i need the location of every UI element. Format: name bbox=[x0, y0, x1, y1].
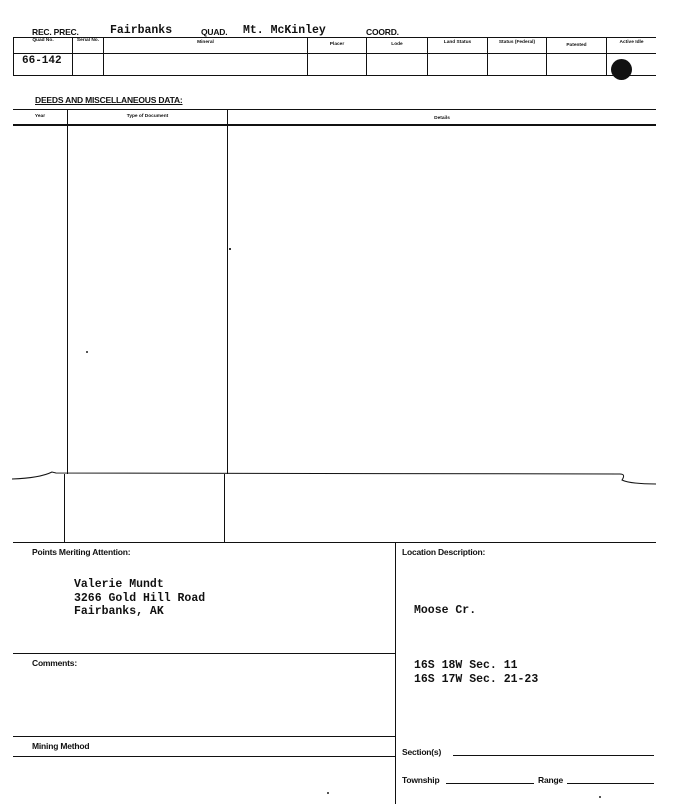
legal-line: 16S 18W Sec. 11 bbox=[414, 659, 518, 672]
township-field[interactable] bbox=[446, 783, 534, 784]
rec-prec-label: REC. PREC. bbox=[32, 27, 79, 37]
mining-method-field[interactable] bbox=[32, 760, 382, 800]
col-serial-no: Serial No. bbox=[76, 38, 100, 43]
col-lode: Lode bbox=[391, 42, 403, 47]
rec-prec-value[interactable]: Fairbanks bbox=[110, 24, 173, 37]
col-placer: Placer bbox=[329, 42, 345, 47]
attention-line: Fairbanks, AK bbox=[74, 605, 164, 618]
col-patented: Patented bbox=[566, 43, 587, 48]
col-mineral: Mineral bbox=[197, 40, 214, 45]
location-place[interactable]: Moose Cr. bbox=[414, 604, 477, 617]
location-description-label: Location Description: bbox=[402, 547, 486, 557]
range-label: Range bbox=[538, 775, 563, 785]
quad-value[interactable]: Mt. McKinley bbox=[243, 24, 326, 37]
points-meriting-attention-text[interactable] bbox=[74, 578, 205, 619]
col-status-federal: Status (Federal) bbox=[498, 40, 536, 45]
points-meriting-attention-label: Points Meriting Attention: bbox=[32, 547, 131, 557]
quad-no-value[interactable]: 66-142 bbox=[22, 55, 62, 67]
deeds-title: DEEDS AND MISCELLANEOUS DATA: bbox=[35, 95, 183, 105]
col-type-of-document: Type of Document bbox=[126, 114, 169, 119]
mining-method-label: Mining Method bbox=[32, 741, 90, 751]
fold-seam bbox=[0, 462, 678, 492]
sections-label: Section(s) bbox=[402, 747, 442, 757]
attention-line: Valerie Mundt bbox=[74, 578, 164, 591]
attention-line: 3266 Gold Hill Road bbox=[74, 591, 206, 605]
comments-label: Comments: bbox=[32, 658, 77, 668]
sections-field[interactable] bbox=[453, 755, 654, 756]
quad-label: QUAD. bbox=[201, 27, 228, 37]
location-legal[interactable] bbox=[414, 659, 538, 686]
col-year: Year bbox=[34, 114, 46, 119]
range-field[interactable] bbox=[567, 783, 654, 784]
col-land-status: Land Status bbox=[443, 40, 472, 45]
active-idle-marker[interactable] bbox=[611, 59, 632, 80]
coord-label: COORD. bbox=[366, 27, 399, 37]
col-quad-no: Quad No. bbox=[32, 38, 54, 43]
comments-field[interactable] bbox=[32, 672, 382, 730]
township-label: Township bbox=[402, 775, 440, 785]
legal-line: 16S 17W Sec. 21-23 bbox=[414, 672, 539, 686]
col-details: Details bbox=[434, 116, 450, 121]
col-active-idle: Active Idle bbox=[619, 40, 644, 45]
